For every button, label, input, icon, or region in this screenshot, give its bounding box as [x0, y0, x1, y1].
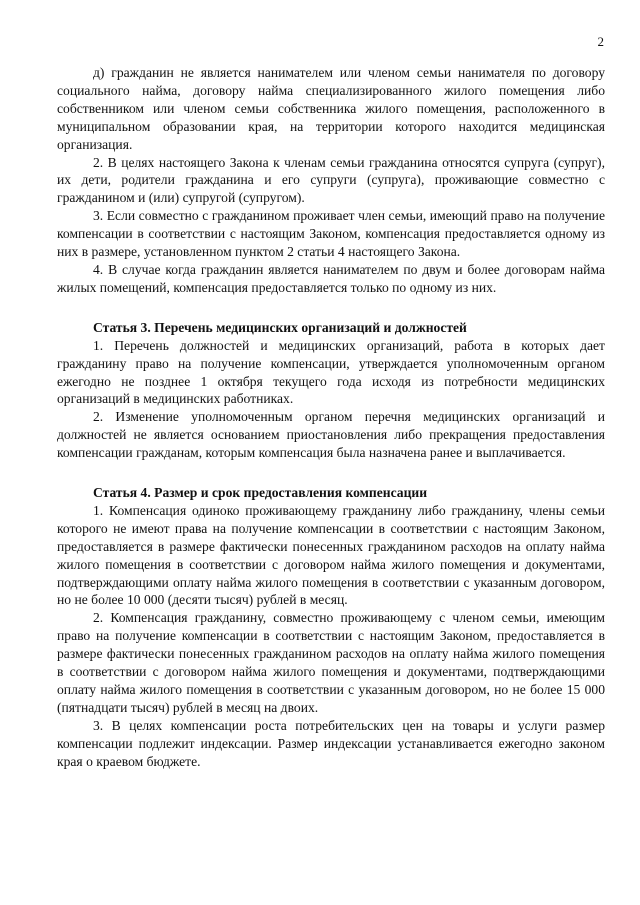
paragraph-4: 4. В случае когда гражданин является нанимателем по двум и более договорам найма жилых помещений, компенсация предоставляется только по одному из них.	[57, 261, 605, 295]
page-number: 2	[597, 34, 604, 49]
section-spacer	[57, 462, 605, 484]
intro-section	[57, 64, 605, 297]
paragraph-3: 3. Если совместно с гражданином проживает член семьи, имеющий право на получение компенсации в соответствии с настоящим Законом, компенсация предоставляется одному из них в размере, установленном пунктом 2 статьи 4 настоящего Закона.	[57, 208, 605, 260]
article-4-heading: Статья 4. Размер и срок предоставления компенсации	[93, 485, 428, 501]
article-3-heading: Статья 3. Перечень медицинских организаций и должностей	[93, 319, 467, 335]
article-4-paragraph-1: 1. Компенсация одиноко проживающему гражданину либо гражданину, члены семьи которого не имеют права на получение компенсации в соответствии с настоящим Законом, предоставляется в размере фактически понесенных гражданином расходов на оплату найма жилого помещения в соответствии с договором найма жилого помещения и документами, подтверждающими оплату найма жилого помещения в соответствии с указанным договором, но не более 10 000 (десяти тысяч) рублей в месяц.	[57, 502, 605, 608]
article-3-paragraph-2: 2. Изменение уполномоченным органом перечня медицинских организаций и должностей не является основанием приостановления либо прекращения предоставления компенсации гражданам, которым компенсация была назначена ранее и выплачивается.	[57, 409, 605, 461]
document-body	[57, 64, 605, 771]
article-4-section	[57, 484, 605, 771]
article-3-section	[57, 319, 605, 462]
section-spacer	[57, 297, 605, 319]
paragraph-d: д) гражданин не является нанимателем или членом семьи нанимателя по договору социального найма, договору найма специализированного жилого помещения либо собственником или членом семьи собственника жилого помещения, расположенного в муниципальном образовании края, на территории которого находится медицинская организация.	[57, 65, 605, 152]
article-3-paragraph-1: 1. Перечень должностей и медицинских организаций, работа в которых дает гражданину право на получение компенсации, утверждается уполномоченным органом ежегодно не позднее 1 октября текущего года исходя из потребности медицинских организаций в медицинских работниках.	[57, 337, 605, 407]
article-4-paragraph-3: 3. В целях компенсации роста потребительских цен на товары и услуги размер компенсации подлежит индексации. Размер индексации устанавливается ежегодно законом края о краевом бюджете.	[57, 717, 605, 769]
article-4-paragraph-2: 2. Компенсация гражданину, совместно проживающему с членом семьи, имеющим право на получение компенсации в соответствии с настоящим Законом, предоставляется в размере фактически понесенных гражданином расходов на оплату найма жилого помещения в соответствии с договором найма жилого помещения и документами, подтверждающими оплату найма жилого помещения в соответствии с указанным договором, но не более 15 000 (пятнадцати тысяч) рублей в месяц на двоих.	[57, 610, 605, 715]
paragraph-2: 2. В целях настоящего Закона к членам семьи гражданина относятся супруга (супруг), их дети, родители гражданина и его супруги (супруга), проживающие совместно с гражданином и (или) супругой (супругом).	[57, 154, 605, 206]
